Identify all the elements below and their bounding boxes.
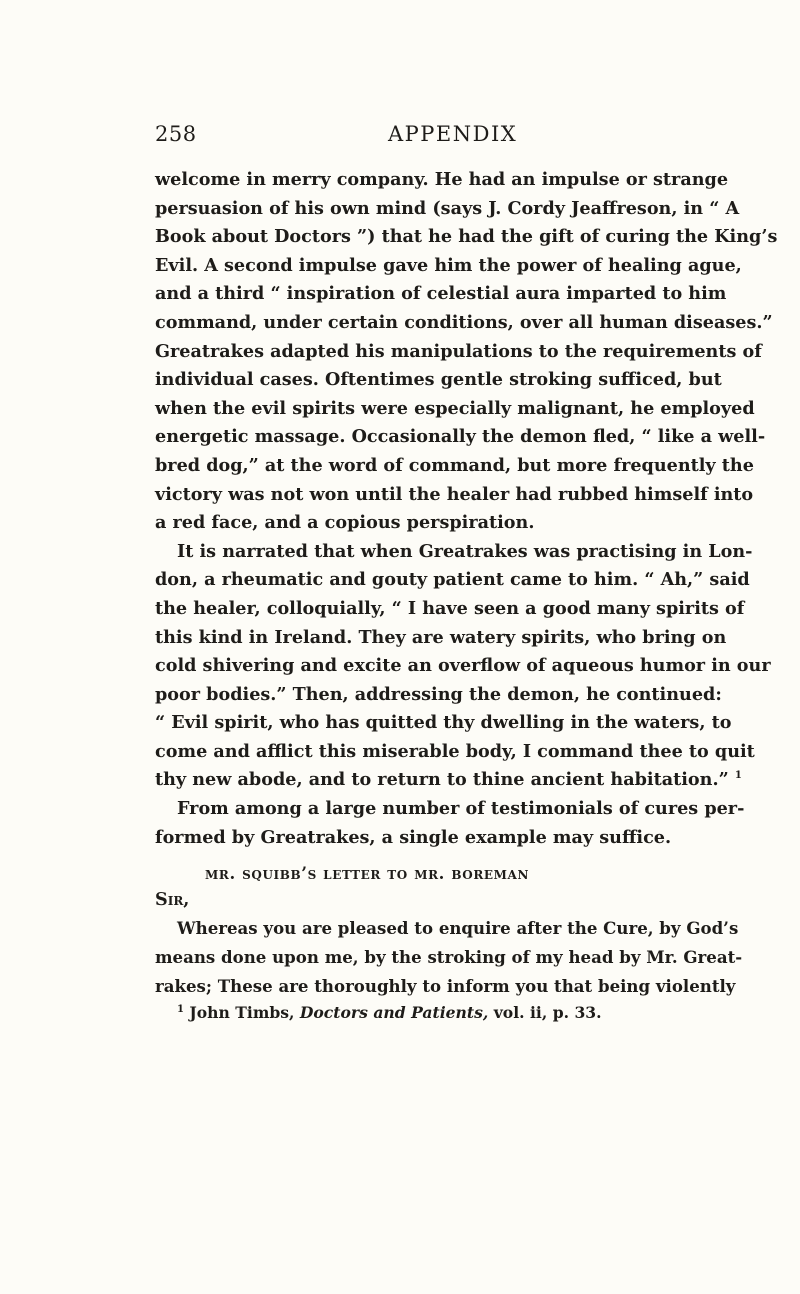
running-head: APPENDIX [388,122,518,146]
letter-text [155,914,743,1000]
letter-heading: mr. squibb’s letter to mr. boreman [205,864,530,884]
text-line: formed by Greatrakes, a single example may suffice. [155,826,672,848]
letter-line: Whereas you are pleased to enquire after the Cure, by God’s [177,918,739,939]
text-line: Book about Doctors ”) that he had the gift of curing the King’s [155,226,778,248]
text-line: poor bodies.” Then, addressing the demon, he continued: [155,683,722,705]
text-line: don, a rheumatic and gouty patient came to him. “ Ah,” said [155,569,750,591]
footnote-title: Doctors and Patients, [299,1003,489,1023]
text-line: bred dog,” at the word of command, but more frequently the [155,454,754,476]
text-line: From among a large number of testimonials of cures per- [177,798,745,820]
text-line: a red face, and a copious perspiration. [155,512,535,534]
text-line: energetic massage. Occasionally the demon fled, “ like a well- [155,426,766,448]
body-text [155,166,778,1026]
page-header [155,122,655,158]
footnote-author: John Timbs, [189,1003,295,1023]
letter-salutation: Sir, [155,888,190,910]
text-line-content: thy new abode, and to return to thine ancient habitation.” [155,769,729,791]
text-line: individual cases. Oftentimes gentle stroking sufficed, but [155,369,722,391]
text-line: Greatrakes adapted his manipulations to the requirements of [155,340,762,362]
footnote-marker: 1 [177,1004,184,1016]
text-line: “ Evil spirit, who has quitted thy dwelling in the waters, to [155,712,732,734]
text-line: welcome in merry company. He had an impulse or strange [155,169,729,190]
text-line: It is narrated that when Greatrakes was practising in Lon- [177,540,753,562]
page-number: 258 [155,122,197,146]
text-line: the healer, colloquially, “ I have seen a good many spirits of [155,597,745,619]
text-line: when the evil spirits were especially malignant, he employed [155,397,755,419]
text-line: this kind in Ireland. They are watery spirits, who bring on [155,626,727,648]
text-line: come and afflict this miserable body, I command thee to quit [155,740,755,762]
text-line: cold shivering and excite an overflow of aqueous humor in our [155,655,771,677]
footnote [155,1000,656,1026]
text-line: victory was not won until the healer had rubbed himself into [155,483,754,505]
letter-line: means done upon me, by the stroking of my head by Mr. Great- [155,947,743,968]
text-line: persuasion of his own mind (says J. Cordy Jeaffreson, in “ A [155,197,740,219]
text-line [155,766,742,795]
text-line: Evil. A second impulse gave him the power of healing ague, [155,254,742,276]
footnote-reference: 1 [734,770,742,782]
letter-line: rakes; These are thoroughly to inform you that being violently [155,975,736,996]
footnote-citation: vol. ii, p. 33. [493,1003,602,1023]
text-line: command, under certain conditions, over all human diseases.” [155,311,773,333]
text-line: and a third “ inspiration of celestial aura imparted to him [155,283,727,305]
